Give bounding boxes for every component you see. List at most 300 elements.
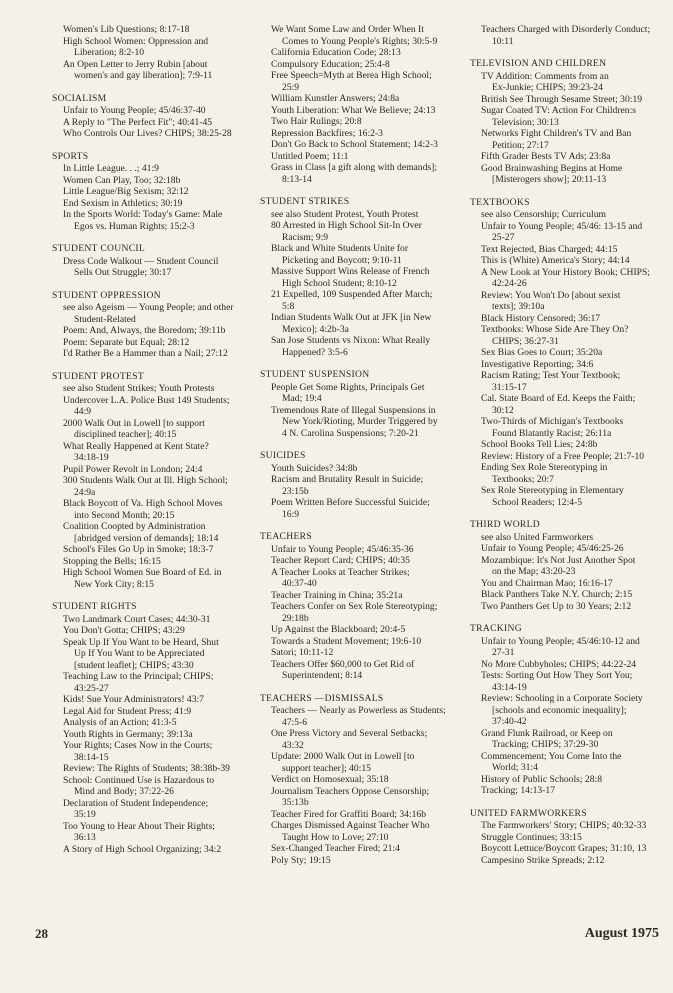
index-entry [52, 128, 250, 140]
entry-line: Pupil Power Revolt in London; 24:4 [63, 463, 203, 475]
entry-line: Unfair to Young People; 45/46:10-12 and [481, 635, 640, 647]
index-section [260, 196, 465, 358]
index-entry [52, 498, 250, 521]
entry-line: Youth Rights in Germany; 39:13a [63, 728, 193, 740]
index-entry [260, 659, 465, 682]
entry-line: People Get Some Rights, Principals Get [271, 381, 425, 393]
index-entry [470, 209, 670, 221]
index-entry [52, 567, 250, 590]
entry-line: Campesino Strike Spreads; 2:12 [481, 854, 605, 866]
entry-line: Poem: And, Always, the Boredom; 39:11b [63, 325, 226, 336]
entry-line: No More Cubbyholes; CHIPS; 44:22-24 [481, 658, 637, 670]
index-entry [52, 614, 250, 626]
entry-line: 37:40-42 [492, 716, 527, 727]
entry-line: Sells Out Struggle; 30:17 [74, 267, 172, 278]
entry-line: Two Hair Rulings; 20:8 [271, 116, 362, 127]
section-heading: TEACHERS —DISMISSALS [260, 692, 384, 704]
section-heading: STUDENT RIGHTS [52, 601, 137, 612]
entry-line: In Little League. . .; 41:9 [63, 163, 159, 174]
index-entry [470, 578, 670, 590]
entry-line: 29:18b [282, 612, 309, 624]
entry-line: Student-Related [74, 313, 136, 325]
index-entry [52, 209, 250, 232]
entry-line: 43:25-27 [74, 682, 109, 694]
entry-line: Television; 30:13 [492, 116, 559, 128]
index-entry [470, 370, 670, 393]
index-entry [470, 785, 670, 797]
entry-line: [Misterogers show]; 20:11-13 [492, 174, 607, 185]
entry-line: A Teacher Looks at Teacher Strikes; [271, 566, 410, 578]
entry-line: Racism and Brutality Result in Suicide; [271, 474, 424, 485]
entry-line: Review: Schooling in a Corporate Society [481, 693, 643, 704]
entry-line: British See Through Sesame Street; 30:19 [481, 93, 643, 105]
index-entry [52, 694, 250, 706]
index-entry [52, 395, 250, 418]
entry-line: Sex Bias Goes to Court; 35:20a [481, 347, 603, 358]
entry-line: Grand Flunk Railroad, or Keep on [481, 727, 613, 739]
index-entry [470, 670, 670, 693]
entry-line: 47:5-6 [282, 716, 308, 728]
index-entry [470, 451, 670, 463]
entry-line: [student leaflet]; CHIPS; 43:30 [74, 659, 194, 671]
index-entry [470, 555, 670, 578]
entry-line: Too Young to Hear About Their Rights; [63, 820, 215, 832]
entry-line: Commencement; You Come Into the [481, 750, 622, 762]
entry-line: Two Panthers Get Up to 30 Years; 2:12 [481, 600, 632, 612]
index-entry [260, 70, 465, 93]
entry-line: Mad; 19:4 [282, 393, 322, 404]
index-section [52, 151, 250, 233]
entry-line: Up Against the Blackboard; 20:4-5 [271, 624, 406, 635]
index-entry [260, 382, 465, 405]
entry-line: Happened? 3:5-6 [282, 346, 348, 358]
entry-line: 2000 Walk Out in Lowell [to support [63, 417, 205, 429]
entry-line: Grass in Class [a gift along with demands]; [271, 162, 437, 173]
index-entry [260, 162, 465, 185]
entry-line: 42:24-26 [492, 278, 527, 289]
index-entry [470, 659, 670, 671]
index-entry [260, 405, 465, 440]
index-entry [260, 636, 465, 648]
index-entry [52, 337, 250, 349]
index-entry [260, 243, 465, 266]
index-entry [260, 843, 465, 855]
index-entry [52, 821, 250, 844]
index-section [52, 243, 250, 279]
entry-line: 23:15b [282, 485, 309, 497]
entry-line: Tests: Sorting Out How They Sort You; [481, 670, 633, 681]
index-entry [470, 774, 670, 786]
index-entry [470, 589, 670, 601]
entry-line: Textbooks: Whose Side Are They On? [481, 324, 629, 335]
index-entry [52, 105, 250, 117]
entry-line: Kids! Sue Your Administrators! 43:7 [63, 694, 204, 705]
index-entry [260, 59, 465, 71]
index-entry [260, 93, 465, 105]
index-entry [52, 625, 250, 637]
index-entry [260, 220, 465, 243]
index-column-1 [52, 24, 250, 866]
entry-line: Massive Support Wins Release of French [271, 266, 430, 277]
index-section [470, 197, 670, 509]
entry-line: 80 Arrested in High School Sit-In Over [271, 220, 422, 231]
entry-line: Racism Rating; Test Your Textbook; [481, 370, 621, 381]
index-entry [470, 843, 670, 855]
entry-line: Sex-Changed Teacher Fired; 21:4 [271, 843, 400, 854]
index-entry [260, 105, 465, 117]
entry-line: Unfair to Young People; 45/46:35-36 [271, 543, 414, 555]
index-entry [260, 855, 465, 867]
entry-line: Satori; 10:11-12 [271, 647, 334, 658]
section-heading: TEACHERS [260, 531, 312, 542]
entry-line: 30:12 [492, 404, 514, 416]
index-entry [52, 798, 250, 821]
index-section [52, 371, 250, 591]
entry-line: You Don't Gotta; CHIPS; 43:29 [63, 625, 185, 636]
index-entry [260, 555, 465, 567]
entry-line: Review: You Won't Do [about sexist [481, 289, 621, 301]
entry-line: Fifth Grader Bests TV Ads; 23:8a [481, 151, 611, 162]
index-entry [470, 244, 670, 256]
entry-line: Ending Sex Role Stereotyping in [481, 462, 608, 473]
entry-line: High School Women Sue Board of Ed. in [63, 567, 222, 578]
index-entry [52, 117, 250, 129]
index-entry [470, 601, 670, 613]
entry-line: support teacher]; 40:15 [282, 762, 371, 774]
entry-line: Little League/Big Sexism; 32:12 [63, 186, 189, 197]
entry-line: Declaration of Student Independence; [63, 797, 209, 809]
entry-line: Black History Censored; 36:17 [481, 312, 601, 324]
index-entry [260, 266, 465, 289]
entry-line: History of Public Schools; 28:8 [481, 773, 602, 785]
index-entry [52, 418, 250, 441]
index-section [470, 623, 670, 797]
index-entry [470, 290, 670, 313]
entry-line: 35:19 [74, 809, 96, 820]
entry-line: 25-27 [492, 232, 515, 243]
entry-line: Found Blatantly Racist; 26:11a [492, 427, 612, 439]
issue-date: August 1975 [584, 926, 659, 941]
index-entry [52, 775, 250, 798]
entry-line: Youth Liberation: What We Believe; 24:13 [271, 104, 436, 116]
index-entry [470, 151, 670, 163]
index-entry [52, 637, 250, 672]
entry-line: CHIPS; 36:27-31 [492, 335, 559, 347]
entry-line: School's Files Go Up in Smoke; 18:3-7 [63, 544, 214, 555]
index-column-3 [470, 24, 670, 877]
section-heading: STUDENT OPPRESSION [52, 289, 161, 301]
entry-line: School Books Tell Lies; 24:8b [481, 439, 598, 450]
entry-line: see also Student Protest, Youth Protest [271, 208, 419, 220]
entry-line: New York/Rioting, Murder Triggered by [282, 416, 438, 427]
entry-line: Ex-Junkie; CHIPS; 39:23-24 [492, 82, 603, 93]
entry-line: see also Censorship; Curriculum [481, 209, 606, 220]
entry-line: see also United Farmworkers [481, 531, 594, 543]
index-section [52, 601, 250, 855]
page-number: 28 [35, 926, 48, 941]
entry-line: We Want Some Law and Order When It [271, 24, 424, 35]
entry-line: A Reply to "The Perfect Fit"; 40:41-45 [63, 116, 213, 128]
entry-line: New York City; 8:15 [74, 578, 154, 590]
index-entry [52, 475, 250, 498]
index-entry [52, 763, 250, 775]
index-entry [260, 497, 465, 520]
entry-line: San Jose Students vs Nixon: What Really [271, 335, 431, 346]
entry-line: Tracking; CHIPS; 37:29-30 [492, 739, 599, 750]
entry-line: Boycott Lettuce/Boycott Grapes; 31:10, 13 [481, 843, 647, 854]
index-section [260, 369, 465, 439]
index-section [52, 290, 250, 360]
entry-line: Sugar Coated TV: Action For Children:s [481, 105, 636, 116]
index-column-2 [260, 24, 465, 877]
entry-line: Journalism Teachers Oppose Censorship; [271, 785, 430, 797]
index-section [52, 24, 250, 82]
entry-line: TV Addition: Comments from an [481, 70, 609, 82]
entry-line: 44:9 [74, 406, 92, 417]
entry-line: 27-31 [492, 647, 515, 658]
entry-line: Teaching Law to the Principal; CHIPS; [63, 671, 214, 682]
index-entry [470, 820, 670, 832]
section-heading: STUDENT PROTEST [52, 370, 145, 382]
index-entry [470, 163, 670, 186]
section-heading: STUDENT SUSPENSION [260, 369, 370, 380]
entry-line: Teachers Confer on Sex Role Stereotyping; [271, 601, 438, 612]
entry-line: Investigative Reporting; 34:6 [481, 358, 594, 370]
entry-line: Teacher Report Card; CHIPS; 40:35 [271, 555, 410, 566]
entry-line: Teacher Fired for Graffiti Board; 34:16b [271, 808, 426, 820]
entry-line: Struggle Continues; 33:15 [481, 831, 582, 843]
index-entry [52, 186, 250, 198]
entry-line: 24:9a [74, 486, 96, 498]
entry-line: Legal Aid for Student Press; 41:9 [63, 705, 192, 717]
entry-line: Black and White Students Unite for [271, 243, 409, 254]
index-entry [470, 94, 670, 106]
index-entry [52, 717, 250, 729]
index-entry [470, 832, 670, 844]
section-heading: THIRD WORLD [470, 519, 541, 530]
index-entry [470, 105, 670, 128]
index-entry [260, 116, 465, 128]
entry-line: World; 31:4 [492, 762, 538, 773]
entry-line: disciplined teacher]; 40:15 [74, 429, 177, 440]
index-section [470, 24, 670, 47]
index-entry [470, 416, 670, 439]
index-entry [260, 544, 465, 556]
index-entry [470, 313, 670, 325]
entry-line: women's and gay liberation]; 7:9-11 [74, 70, 213, 81]
entry-line: 16:9 [282, 508, 300, 520]
entry-line: 43:14-19 [492, 681, 527, 693]
index-entry [260, 463, 465, 475]
entry-line: 4 N. Carolina Suspensions; 7:20-21 [282, 427, 419, 439]
index-entry [470, 359, 670, 371]
index-entry [470, 855, 670, 867]
index-entry [260, 786, 465, 809]
entry-line: Stopping the Bells; 16:15 [63, 555, 161, 567]
entry-line: Poly Sty; 19:15 [271, 854, 331, 866]
index-entry [52, 59, 250, 82]
index-entry [260, 47, 465, 59]
index-entry [470, 393, 670, 416]
entry-line: Who Controls Our Lives? CHIPS; 38:25-28 [63, 128, 232, 139]
index-entry [470, 24, 670, 47]
index-entry [260, 820, 465, 843]
section-heading: STUDENT COUNCIL [52, 243, 146, 254]
entry-line: Text Rejected, Bias Charged; 44:15 [481, 243, 618, 255]
entry-line: Coalition Coopted by Administration [63, 521, 206, 532]
index-entry [52, 441, 250, 464]
entry-line: Undercover L.A. Police Bust 149 Students; [63, 394, 230, 406]
entry-line: Youth Suicides? 34:8b [271, 462, 358, 474]
index-entry [52, 256, 250, 279]
index-entry [470, 255, 670, 267]
index-entry [52, 325, 250, 337]
index-entry [470, 532, 670, 544]
entry-line: Compulsory Education; 25:4-8 [271, 58, 390, 70]
entry-line: A Story of High School Organizing; 34:2 [63, 843, 222, 855]
index-section [260, 693, 465, 867]
index-entry [52, 706, 250, 718]
index-entry [260, 567, 465, 590]
entry-line: Teachers — Nearly as Powerless as Students; [271, 705, 446, 716]
section-heading: TEXTBOOKS [470, 196, 530, 208]
entry-line: I'd Rather Be a Hammer than a Nail; 27:12 [63, 348, 228, 359]
index-entry [52, 671, 250, 694]
index-entry [470, 462, 670, 485]
index-entry [52, 740, 250, 763]
index-entry [470, 693, 670, 728]
entry-line: [abridged version of demands]; 18:14 [74, 532, 219, 544]
index-section [260, 531, 465, 682]
entry-line: 21 Expelled, 109 Suspended After March; [271, 289, 433, 300]
index-entry [470, 324, 670, 347]
index-entry [52, 521, 250, 544]
entry-line: Tremendous Rate of Illegal Suspensions in [271, 404, 436, 416]
entry-line: Unfair to Young People; 45/46: 13-15 and [481, 220, 643, 232]
entry-line: 31:15-17 [492, 381, 527, 393]
index-entry [260, 728, 465, 751]
index-entry [260, 209, 465, 221]
entry-line: In the Sports World: Today's Game: Male [63, 209, 223, 220]
entry-line: Verdict on Homosexual; 35:18 [271, 774, 389, 785]
entry-line: Poem: Separate but Equal; 28:12 [63, 336, 190, 348]
entry-line: Towards a Student Movement; 19:6-10 [271, 635, 422, 647]
entry-line: Update: 2000 Walk Out in Lowell [to [271, 751, 415, 762]
entry-line: 40:37-40 [282, 578, 317, 589]
entry-line: Women's Lib Questions; 8:17-18 [63, 24, 190, 35]
section-heading: UNITED FARMWORKERS [470, 807, 587, 819]
entry-line: texts]; 39:10a [492, 301, 545, 312]
entry-line: 38:14-15 [74, 751, 109, 763]
entry-line: What Really Happened at Kent State? [63, 440, 209, 452]
entry-line: Dress Code Walkout — Student Council [63, 255, 219, 267]
entry-line: 35:13b [282, 797, 309, 808]
index-entry [470, 439, 670, 451]
entry-line: Networks Fight Children's TV and Ban [481, 128, 632, 139]
entry-line: High School Women: Oppression and [63, 35, 209, 47]
entry-line: Unfair to Young People; 45/46:37-40 [63, 105, 206, 116]
entry-line: End Sexism in Athletics; 30:19 [63, 197, 183, 209]
entry-line: Taught How to Love; 27:10 [282, 831, 389, 843]
entry-line: Review: History of a Free People; 21:7-10 [481, 450, 645, 462]
entry-line: Your Rights; Cases Now in the Courts; [63, 740, 213, 751]
index-section [260, 450, 465, 520]
entry-line: Liberation; 8:2-10 [74, 47, 145, 58]
index-entry [52, 556, 250, 568]
entry-line: Petition; 27:17 [492, 139, 549, 151]
index-entry [470, 71, 670, 94]
index-entry [470, 347, 670, 359]
index-entry [260, 128, 465, 140]
index-entry [52, 844, 250, 856]
section-heading: STUDENT STRIKES [260, 196, 350, 207]
entry-line: Repression Backfires; 16:2-3 [271, 127, 383, 139]
entry-line: Tracking; 14:13-17 [481, 785, 555, 796]
entry-line: 36:13 [74, 832, 96, 843]
entry-line: Untitled Poem; 11:1 [271, 150, 349, 162]
index-entry [260, 590, 465, 602]
index-entry [260, 809, 465, 821]
entry-line: Women Can Play, Too; 32:18b [63, 174, 181, 186]
index-entry [260, 624, 465, 636]
index-entry [470, 751, 670, 774]
section-heading: SOCIALISM [52, 92, 107, 104]
index-section [470, 519, 670, 612]
index-entry [52, 348, 250, 360]
entry-line: 34:18-19 [74, 452, 109, 463]
index-entry [52, 544, 250, 556]
index-entry [52, 36, 250, 59]
entry-line: Teacher Training in China; 35:21a [271, 589, 403, 601]
entry-line: Racism; 9:9 [282, 231, 329, 243]
index-entry [52, 729, 250, 741]
section-heading: SUICIDES [260, 450, 306, 461]
entry-line: 8:13-14 [282, 173, 312, 185]
index-entry [52, 163, 250, 175]
index-entry [260, 705, 465, 728]
entry-line: One Press Victory and Several Setbacks; [271, 728, 428, 739]
entry-line: Mind and Body; 37:22-26 [74, 786, 174, 797]
index-entry [470, 221, 670, 244]
entry-line: Analysis of an Action; 41:3-5 [63, 717, 177, 728]
index-section [470, 58, 670, 186]
entry-line: Egos vs. Human Rights; 15:2-3 [74, 220, 195, 232]
entry-line: see also Student Strikes; Youth Protests [63, 383, 215, 394]
index-entry [260, 774, 465, 786]
entry-line: This is (White) America's Story; 44:14 [481, 255, 630, 266]
entry-line: Teachers Offer $60,000 to Get Rid of [271, 658, 415, 670]
entry-line: Cal. State Board of Ed. Keeps the Faith; [481, 393, 636, 404]
entry-line: Two Landmark Court Cases; 44:30-31 [63, 613, 211, 625]
index-entry [52, 175, 250, 187]
entry-line: Up If You Want to be Appreciated [74, 648, 205, 659]
entry-line: The Farmworkers' Story; CHIPS; 40:32-33 [481, 820, 647, 831]
index-section [470, 808, 670, 867]
entry-line: School: Continued Use is Hazardous to [63, 774, 215, 786]
entry-line: 43:32 [282, 739, 304, 751]
entry-line: Mexico]; 4:2b-3a [282, 323, 349, 335]
entry-line: You and Chairman Mao; 16:16-17 [481, 577, 613, 589]
index-entry [52, 464, 250, 476]
entry-line: William Kunstler Answers; 24:8a [271, 93, 400, 104]
index-entry [470, 636, 670, 659]
index-section [260, 24, 465, 185]
entry-line: Sex Role Stereotyping in Elementary [481, 485, 624, 496]
entry-line: 25:9 [282, 81, 300, 93]
entry-line: A New Look at Your History Book; CHIPS; [481, 266, 650, 278]
entry-line: Review: The Rights of Students; 38:38b-39 [63, 763, 230, 774]
index-entry [470, 728, 670, 751]
